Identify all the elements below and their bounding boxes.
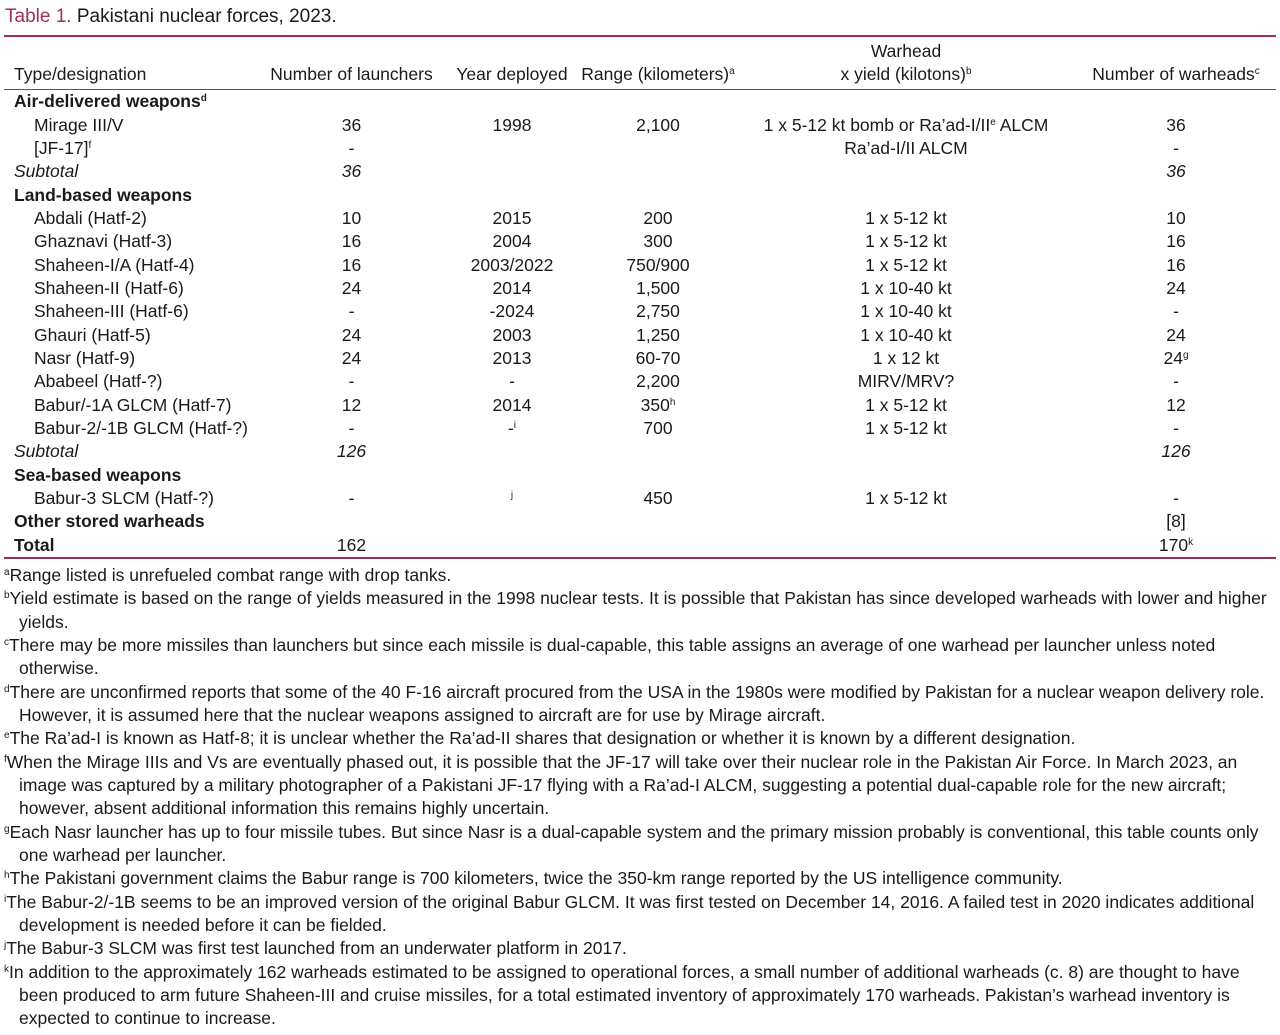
footnote-a: $^a$Range listed is unrefueled combat range with drop tanks. — [4, 564, 452, 585]
type-designation: Air-delivered weapons$^d$ — [14, 91, 207, 112]
footnote-b: $^b$Yield estimate is based on the range of yields measured in the 1998 nuclear tests. It is possible that Pakistan has since developed warheads with lower and higher yields. — [4, 588, 1267, 632]
table-row — [4, 207, 1276, 230]
year-cell: 2004 — [492, 231, 532, 252]
launchers-cell: 162 — [336, 534, 367, 555]
warhead-yield-cell — [736, 464, 1076, 487]
year-cell: 2003/2022 — [470, 254, 554, 275]
range-cell — [580, 534, 736, 557]
type-designation: Sea-based weapons — [14, 464, 182, 485]
section-row — [4, 464, 1276, 487]
subtotal-row — [4, 440, 1276, 463]
range-cell: 60-70 — [635, 347, 681, 368]
caption-label: Table 1. — [5, 6, 72, 27]
table-row — [4, 323, 1276, 346]
warhead-yield-cell — [736, 90, 1076, 113]
range-cell — [580, 464, 736, 487]
warhead-yield-cell: 1 x 5-12 kt — [865, 417, 947, 438]
range-cell: 200 — [643, 207, 673, 228]
range-cell: 450 — [643, 488, 673, 509]
warheads-cell — [1076, 90, 1276, 113]
year-cell — [444, 90, 580, 113]
footnotes — [4, 564, 1276, 1031]
launchers-cell: 24 — [341, 324, 362, 345]
year-cell: 1998 — [492, 114, 532, 135]
type-designation: Babur/-1A GLCM (Hatf-7) — [34, 394, 232, 415]
bottom-rule — [4, 557, 1276, 559]
caption-title: Pakistani nuclear forces, 2023. — [76, 6, 337, 27]
type-designation: $[JF-17]^f$ — [34, 137, 92, 158]
range-cell — [580, 510, 736, 533]
table-row — [4, 230, 1276, 253]
section-row — [4, 534, 1276, 557]
table-row — [4, 370, 1276, 393]
launchers-cell: - — [348, 417, 355, 438]
footnote-g: $^g$Each Nasr launcher has up to four missile tubes. But since Nasr is a dual-capable system and the primary mission probably is conventional, this table counts only one warhead per launcher. — [4, 821, 1259, 865]
warheads-cell: 126 — [1161, 441, 1191, 462]
warheads-cell: 24$^g$ — [1163, 347, 1189, 368]
year-cell — [444, 440, 580, 463]
type-designation: Ababeel (Hatf-?) — [34, 371, 163, 392]
range-cell — [580, 440, 736, 463]
subtotal-row — [4, 160, 1276, 183]
year-cell: 2014 — [492, 394, 532, 415]
launchers-cell: - — [348, 137, 355, 158]
type-designation: Land-based weapons — [14, 184, 192, 205]
type-designation: Ghaznavi (Hatf-3) — [34, 231, 173, 252]
header-range: Range (kilometers)$^a$ — [581, 64, 735, 84]
table-row — [4, 113, 1276, 136]
year-cell — [444, 160, 580, 183]
year-cell: -2024 — [489, 301, 535, 322]
year-cell — [444, 137, 580, 160]
table-row — [4, 393, 1276, 416]
type-designation: Subtotal — [14, 441, 79, 462]
warhead-yield-cell: 1 x 5-12 kt — [865, 231, 947, 252]
launchers-cell — [259, 464, 444, 487]
launchers-cell: 16 — [341, 231, 362, 252]
range-cell: 300 — [643, 231, 673, 252]
range-cell: 2,100 — [636, 114, 680, 135]
warheads-cell: 36 — [1166, 114, 1186, 135]
range-cell — [580, 183, 736, 206]
range-cell: 750/900 — [626, 254, 690, 275]
type-designation: Abdali (Hatf-2) — [34, 207, 147, 228]
warheads-cell: 24 — [1166, 277, 1186, 298]
year-cell: 2014 — [492, 277, 532, 298]
launchers-cell: - — [348, 371, 355, 392]
warheads-cell: - — [1173, 417, 1179, 438]
type-designation: Babur-3 SLCM (Hatf-?) — [34, 488, 214, 509]
warhead-yield-cell — [736, 534, 1076, 557]
type-designation: Ghauri (Hatf-5) — [34, 324, 151, 345]
year-cell: 2003 — [492, 324, 532, 345]
range-cell: 350$^h$ — [640, 394, 676, 415]
range-cell: 2,200 — [636, 371, 680, 392]
range-cell: 700 — [643, 417, 673, 438]
warheads-cell: 170$^k$ — [1158, 534, 1194, 555]
warheads-cell: 12 — [1166, 394, 1186, 415]
footnote-d: $^d$There are unconfirmed reports that some of the 40 F-16 aircraft procured from the USA in the 1980s were modified by Pakistan for a nuclear weapon delivery role. However, it is assumed here that the nuclear weapons assigned to aircraft are for use by Mirage aircraft. — [4, 681, 1265, 725]
footnote-f: $^f$When the Mirage IIIs and Vs are eventually phased out, it is possible that the JF-17 will take over their nuclear role in the Pakistan Air Force. In March 2023, an image was captured by a military photographer of a Pakistani JF-17 flying with a Ra’ad-I ALCM, suggesting a potential dual-capable role for the new aircraft; however, absent additional information this remains highly uncertain. — [4, 751, 1238, 819]
year-cell: j — [510, 490, 514, 502]
table-caption — [5, 6, 1276, 28]
range-cell: 1,250 — [636, 324, 680, 345]
launchers-cell — [259, 183, 444, 206]
warhead-yield-cell — [736, 510, 1076, 533]
document-page — [4, 6, 1276, 1031]
header-type: Type/designation — [14, 64, 147, 84]
range-cell — [580, 90, 736, 113]
launchers-cell: 24 — [341, 347, 362, 368]
type-designation: Mirage III/V — [34, 114, 124, 135]
warheads-cell — [1076, 464, 1276, 487]
warheads-cell: 16 — [1166, 231, 1186, 252]
warhead-yield-cell: 1 x 5-12 kt — [865, 488, 947, 509]
footnote-i: $^i$The Babur-2/-1B seems to be an improved version of the original Babur GLCM. It was first tested on December 14, 2016. A failed test in 2020 indicates additional development is needed before it can be fielded. — [4, 891, 1255, 936]
warheads-cell: 24 — [1166, 324, 1186, 345]
warhead-yield-cell: 1 x 5-12 kt — [865, 254, 947, 275]
type-designation: Nasr (Hatf-9) — [34, 347, 136, 368]
warheads-cell: [8] — [1166, 511, 1186, 532]
warhead-yield-cell: 1 x 12 kt — [872, 347, 940, 368]
warhead-yield-cell: 1 x 10-40 kt — [860, 277, 952, 298]
header-year: Year deployed — [456, 64, 568, 84]
section-row — [4, 183, 1276, 206]
header-launchers: Number of launchers — [270, 64, 433, 84]
year-cell — [444, 510, 580, 533]
footnote-k: $^k$In addition to the approximately 162 warheads estimated to be assigned to operational forces, a small number of additional warheads (c. 8) are thought to have been produced to arm future Shaheen-III and cruise missiles, for a total estimated inventory of approximately 170 warheads. Pakistan’s warhead inventory is expected to continue to increase. — [4, 961, 1240, 1029]
warhead-yield-cell: 1 x 5-12 kt — [865, 394, 947, 415]
type-designation: Subtotal — [14, 161, 79, 182]
warhead-yield-cell: 1 x 5-12 kt bomb or Ra’ad-I/IIe ALCM — [763, 114, 1049, 135]
launchers-cell: 36 — [341, 114, 362, 135]
launchers-cell: 126 — [336, 441, 367, 462]
range-cell: 1,500 — [636, 277, 680, 298]
type-designation: Other stored warheads — [14, 511, 205, 532]
warhead-yield-cell: Ra’ad-I/II ALCM — [844, 137, 968, 158]
year-cell: 2015 — [492, 207, 532, 228]
warhead-yield-cell — [736, 183, 1076, 206]
launchers-cell: - — [348, 488, 355, 509]
warheads-cell: - — [1173, 301, 1179, 322]
type-designation: Shaheen-I/A (Hatf-4) — [34, 254, 195, 275]
year-cell — [444, 534, 580, 557]
warheads-cell: 10 — [1166, 207, 1186, 228]
header-row — [4, 37, 1276, 90]
launchers-cell: 36 — [341, 161, 362, 182]
table-row — [4, 417, 1276, 440]
warheads-cell: - — [1173, 137, 1179, 158]
table-row — [4, 277, 1276, 300]
table-row — [4, 487, 1276, 510]
launchers-cell — [259, 90, 444, 113]
warhead-yield-cell: 1 x 10-40 kt — [860, 324, 952, 345]
launchers-cell: 16 — [341, 254, 362, 275]
type-designation: Shaheen-II (Hatf-6) — [34, 277, 184, 298]
table-row — [4, 300, 1276, 323]
warheads-cell: 36 — [1166, 161, 1186, 182]
year-cell: -$^i$ — [507, 417, 517, 438]
warheads-cell: 16 — [1166, 254, 1186, 275]
type-designation: Shaheen-III (Hatf-6) — [34, 301, 189, 322]
section-row — [4, 90, 1276, 113]
launchers-cell: - — [348, 301, 355, 322]
launchers-cell: 12 — [341, 394, 362, 415]
warhead-yield-cell: 1 x 10-40 kt — [860, 301, 952, 322]
footnote-j: $^j$The Babur-3 SLCM was first test launched from an underwater platform in 2017. — [4, 938, 627, 959]
warheads-cell — [1076, 183, 1276, 206]
footnote-h: $^h$The Pakistani government claims the Babur range is 700 kilometers, twice the 350-km range reported by the US intelligence community. — [4, 868, 1063, 889]
year-cell: - — [509, 371, 515, 392]
launchers-cell: 10 — [341, 207, 362, 228]
nuclear-forces-table — [4, 37, 1276, 557]
warheads-cell: - — [1173, 488, 1179, 509]
warhead-yield-cell: MIRV/MRV? — [857, 371, 955, 392]
warheads-cell: - — [1173, 371, 1179, 392]
table-row — [4, 253, 1276, 276]
range-cell — [580, 137, 736, 160]
header-warhead-yield: Warhead x yield (kilotons)$^b$ — [840, 41, 972, 84]
table-row — [4, 347, 1276, 370]
warhead-yield-cell: 1 x 5-12 kt — [865, 207, 947, 228]
year-cell — [444, 183, 580, 206]
year-cell: 2013 — [492, 347, 532, 368]
range-cell — [580, 160, 736, 183]
warhead-yield-cell — [736, 440, 1076, 463]
type-designation: Babur-2/-1B GLCM (Hatf-?) — [34, 417, 248, 438]
header-warheads: Number of warheads$^c$ — [1092, 64, 1260, 84]
warhead-yield-cell — [736, 160, 1076, 183]
range-cell: 2,750 — [636, 301, 680, 322]
footnote-c: $^c$There may be more missiles than launchers but since each missile is dual-capable, this table assigns an average of one warhead per launcher unless noted otherwise. — [4, 634, 1216, 679]
launchers-cell — [259, 510, 444, 533]
launchers-cell: 24 — [341, 277, 362, 298]
type-designation: Total — [14, 534, 55, 555]
table-row — [4, 137, 1276, 160]
section-row — [4, 510, 1276, 533]
footnote-e: $^e$The Ra’ad-I is known as Hatf-8; it is unclear whether the Ra’ad-II shares that designation or whether it is known by a different designation. — [4, 728, 1076, 749]
year-cell — [444, 464, 580, 487]
